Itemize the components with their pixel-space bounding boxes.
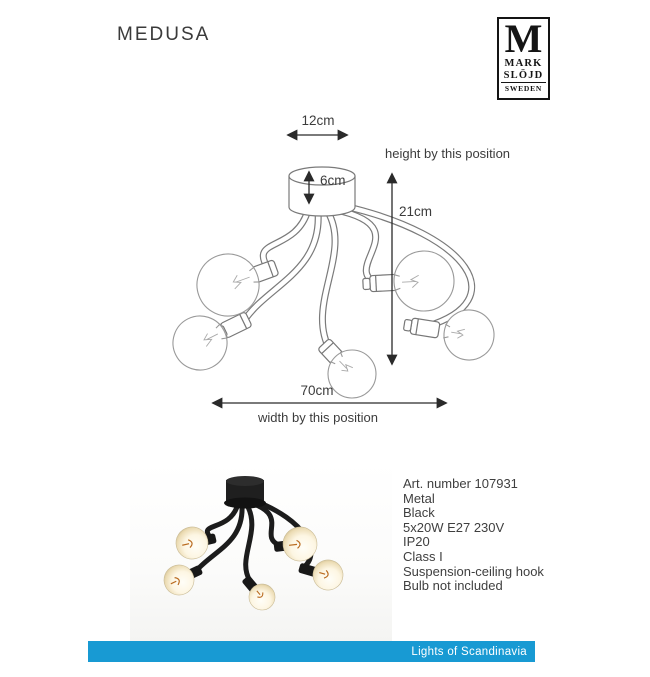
spec-class: Class I <box>403 548 443 564</box>
brand-word-slojd: SLÖJD <box>503 69 544 81</box>
width-caption: width by this position <box>258 410 378 425</box>
spec-color: Black <box>403 505 435 521</box>
canopy-width-label: 12cm <box>301 113 335 128</box>
brand-logo <box>497 17 550 100</box>
spec-suspension: Suspension-ceiling hook <box>403 563 544 579</box>
product-photo <box>130 462 392 644</box>
spec-bulb-note: Bulb not included <box>403 578 503 594</box>
footer-brand-text: Lights of Scandinavia <box>411 645 527 658</box>
brand-word-sweden: SWEDEN <box>501 82 546 93</box>
spec-art-number: Art. number 107931 <box>403 476 518 491</box>
photo-canopy <box>224 476 266 509</box>
brand-word-mark: MARK <box>504 58 543 69</box>
width-label: 70cm <box>300 383 334 398</box>
spec-list <box>403 477 544 594</box>
spec-ip-rating: IP20 <box>403 534 430 550</box>
spec-wattage: 5x20W E27 230V <box>403 519 505 535</box>
canopy-height-label: 6cm <box>320 173 346 188</box>
spec-material: Metal <box>403 490 435 506</box>
product-name: MEDUSA <box>117 24 211 45</box>
height-caption: height by this position <box>385 146 511 161</box>
footer-brand-bar <box>88 641 535 662</box>
height-label: 21cm <box>399 204 433 219</box>
brand-monogram: M <box>504 16 543 61</box>
